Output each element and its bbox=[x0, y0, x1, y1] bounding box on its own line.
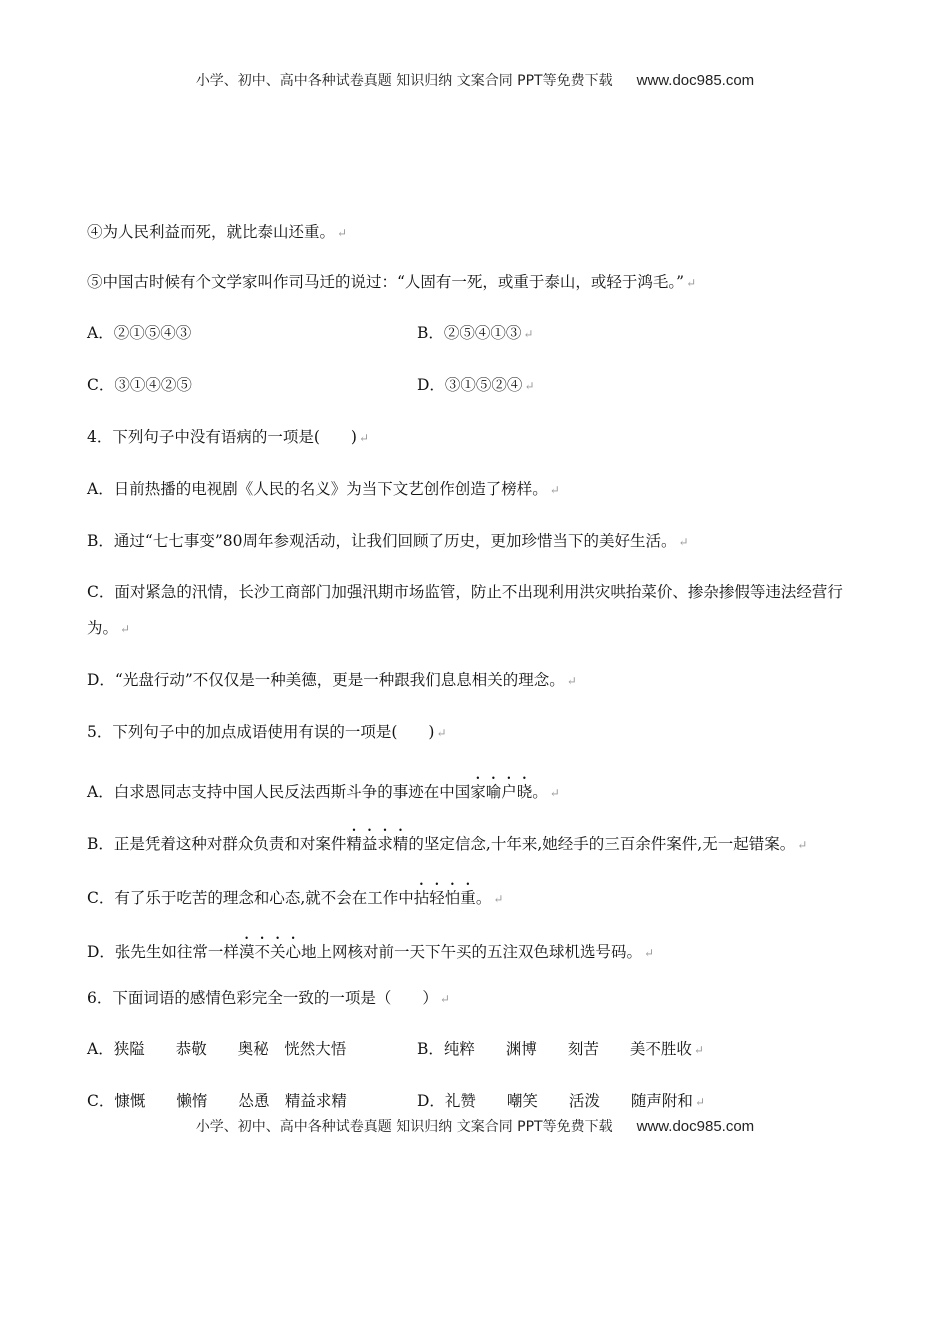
q3-option-d[interactable]: D．③①⑤②④ ↵ bbox=[417, 376, 535, 394]
footer-text: 小学、初中、高中各种试卷真题 知识归纳 文案合同 PPT等免费下载 bbox=[195, 1119, 613, 1135]
q5-option-d[interactable]: D．张先生如往常一样漠不关心地上网核对前一天下午买的五注双色球机选号码。 ↵ bbox=[87, 943, 655, 961]
q6-option-d-text: D．礼赞 嘲笑 活泼 随声附和 bbox=[417, 1092, 693, 1110]
q5-option-b-end: 的坚定信念,十年来,她经手的三百余件案件,无一起错案。 bbox=[408, 835, 796, 853]
sentence-4: ④为人民利益而死，就比泰山还重。 ↵ bbox=[87, 223, 348, 241]
q5-option-b-idiom: 精益求精 bbox=[346, 835, 409, 853]
q6-stem: 6．下面词语的感情色彩完全一致的一项是（ ） ↵ bbox=[87, 989, 450, 1007]
q6-option-c[interactable] bbox=[87, 1091, 347, 1111]
q3-option-d-text: D．③①⑤②④ bbox=[417, 376, 523, 394]
header-site-link[interactable]: www.doc985.com bbox=[636, 72, 755, 89]
sentence-5-text: ⑤中国古时候有个文学家叫作司马迁的说过：“人固有一死，或重于泰山，或轻于鸿毛。” bbox=[87, 273, 685, 291]
q4-option-a-text: A．日前热播的电视剧《人民的名义》为当下文艺创作创造了榜样。 bbox=[87, 480, 548, 498]
q5-option-a-idiom: 家喻户晓 bbox=[470, 783, 533, 801]
q3-option-c[interactable] bbox=[87, 375, 192, 395]
q3-option-a-text: A．②①⑤④③ bbox=[87, 324, 192, 342]
q3-option-b-text: B．②⑤④①③ bbox=[417, 324, 522, 342]
q6-option-a[interactable] bbox=[87, 1039, 346, 1059]
q5-option-c-idiom: 拈轻怕重 bbox=[413, 889, 476, 907]
q5-option-d-text: D．张先生如往常一样 bbox=[87, 943, 239, 961]
q5-option-a-end: 。 bbox=[532, 783, 548, 801]
q4-option-d-text: D．“光盘行动”不仅仅是一种美德，更是一种跟我们息息相关的理念。 bbox=[87, 671, 565, 689]
q5-option-a[interactable]: A．白求恩同志支持中国人民反法西斯斗争的事迹在中国家喻户晓。 ↵ bbox=[87, 783, 560, 801]
q5-option-b-text: B．正是凭着这种对群众负责和对案件 bbox=[87, 835, 347, 853]
q4-stem-text: 4．下列句子中没有语病的一项是( ) bbox=[87, 428, 357, 446]
q4-option-d[interactable]: D．“光盘行动”不仅仅是一种美德，更是一种跟我们息息相关的理念。 ↵ bbox=[87, 671, 577, 689]
footer-site-link[interactable]: www.doc985.com bbox=[636, 1118, 755, 1135]
q5-option-c-text: C．有了乐于吃苦的理念和心态,就不会在工作中 bbox=[87, 889, 414, 907]
q6-option-b[interactable]: B．纯粹 渊博 刻苦 美不胜收 ↵ bbox=[417, 1040, 704, 1058]
header-text: 小学、初中、高中各种试卷真题 知识归纳 文案合同 PPT等免费下载 bbox=[195, 73, 613, 89]
q4-option-b[interactable]: B．通过“七七事变”80周年参观活动，让我们回顾了历史，更加珍惜当下的美好生活。 ↵ bbox=[87, 532, 689, 550]
q6-option-c-text: C．慷慨 懒惰 怂恿 精益求精 bbox=[87, 1092, 347, 1110]
q4-option-a[interactable]: A．日前热播的电视剧《人民的名义》为当下文艺创作创造了榜样。 ↵ bbox=[87, 480, 560, 498]
q3-option-a[interactable] bbox=[87, 323, 191, 343]
q6-option-a-text: A．狭隘 恭敬 奥秘 恍然大悟 bbox=[87, 1040, 347, 1058]
q5-option-b[interactable]: B．正是凭着这种对群众负责和对案件精益求精的坚定信念,十年来,她经手的三百余件案件,无一起错案。 ↵ bbox=[87, 835, 808, 853]
page-footer bbox=[0, 1116, 950, 1136]
sentence-5: ⑤中国古时候有个文学家叫作司马迁的说过：“人固有一死，或重于泰山，或轻于鸿毛。” ↵ bbox=[87, 273, 697, 291]
q5-option-c-end: 。 bbox=[475, 889, 492, 907]
q4-option-c-text: C．面对紧急的汛情，长沙工商部门加强汛期市场监管，防止不出现利用洪灾哄抬菜价、掺杂掺假等违法经营行为。 bbox=[87, 583, 843, 637]
q6-option-b-text: B．纯粹 渊博 刻苦 美不胜收 bbox=[417, 1040, 692, 1058]
q3-option-c-text: C．③①④②⑤ bbox=[87, 376, 192, 394]
q5-stem-text: 5．下列句子中的加点成语使用有误的一项是( ) bbox=[87, 723, 435, 741]
q5-stem: 5．下列句子中的加点成语使用有误的一项是( ) ↵ bbox=[87, 723, 447, 741]
q6-stem-text: 6．下面词语的感情色彩完全一致的一项是（ ） bbox=[87, 989, 438, 1007]
q3-option-b[interactable]: B．②⑤④①③ ↵ bbox=[417, 324, 534, 342]
q6-option-d[interactable]: D．礼赞 嘲笑 活泼 随声附和 ↵ bbox=[417, 1092, 705, 1110]
q5-option-d-idiom: 漠不关心 bbox=[238, 943, 301, 961]
q5-option-d-end: 地上网核对前一天下午买的五注双色球机选号码。 bbox=[300, 943, 642, 961]
q4-option-b-text: B．通过“七七事变”80周年参观活动，让我们回顾了历史，更加珍惜当下的美好生活。 bbox=[87, 532, 677, 550]
q5-option-c[interactable]: C．有了乐于吃苦的理念和心态,就不会在工作中拈轻怕重。 ↵ bbox=[87, 889, 504, 907]
q4-option-c[interactable]: C．面对紧急的汛情，长沙工商部门加强汛期市场监管，防止不出现利用洪灾哄抬菜价、掺杂掺假等违法经营行为。 ↵ bbox=[87, 583, 843, 637]
page-header bbox=[0, 70, 950, 90]
q4-stem: 4．下列句子中没有语病的一项是( ) ↵ bbox=[87, 428, 370, 446]
sentence-4-text: ④为人民利益而死，就比泰山还重。 bbox=[87, 223, 336, 241]
q5-option-a-text: A．白求恩同志支持中国人民反法西斯斗争的事迹在中国 bbox=[87, 783, 471, 801]
